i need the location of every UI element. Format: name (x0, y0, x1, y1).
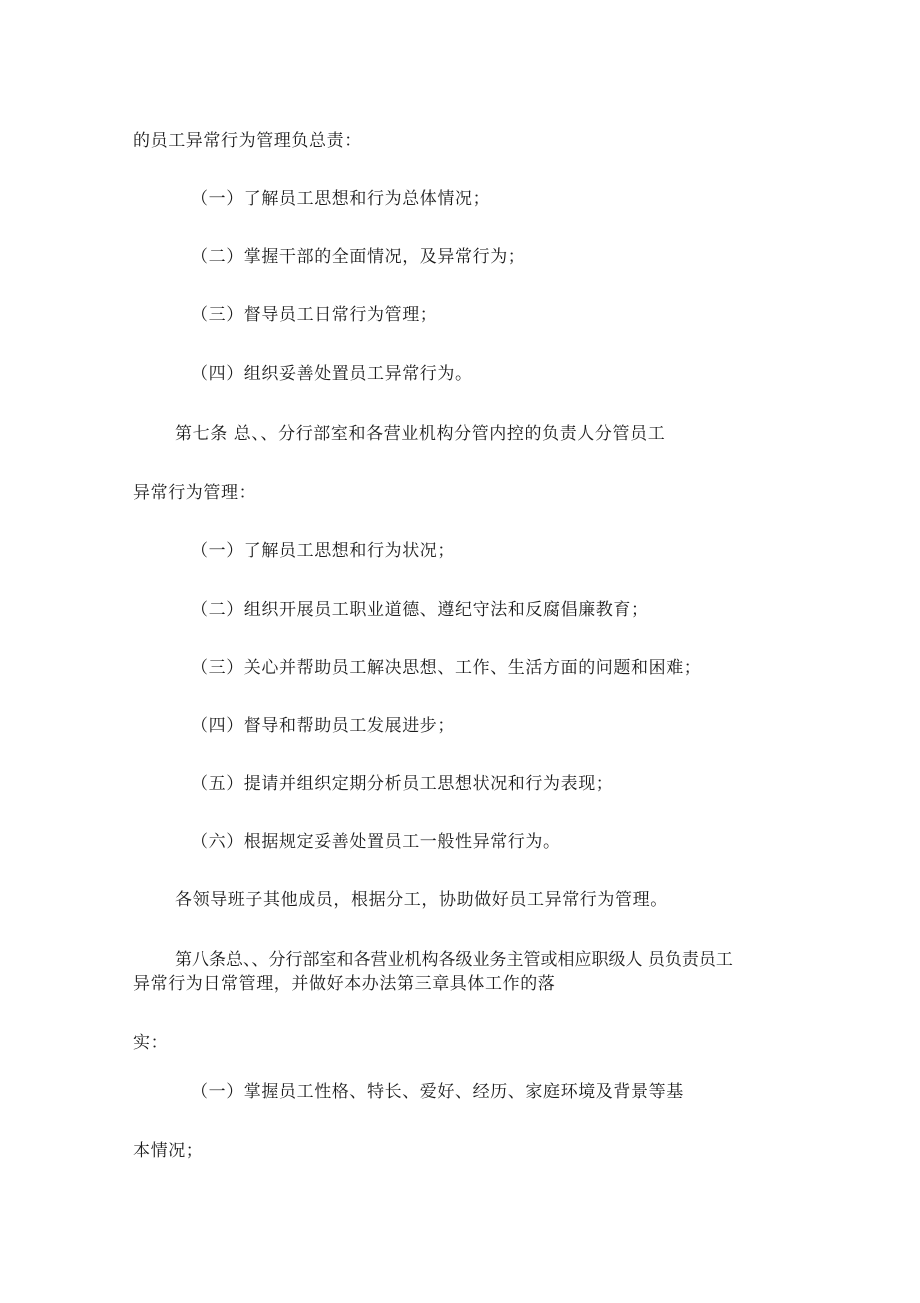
text-line: 异常行为日常管理，并做好本办法第三章具体工作的落 (133, 974, 556, 994)
text-line: 各领导班子其他成员，根据分工，协助做好员工异常行为管理。 (175, 890, 668, 910)
text-line: 的员工异常行为管理负总责： (133, 131, 362, 151)
list-item: （三）督导员工日常行为管理； (191, 305, 438, 325)
text-line: 本情况； (133, 1141, 204, 1161)
article-heading-8: 第八条总、、分行部室和各营业机构各级业务主管或相应职级人 员负责员工 (175, 950, 733, 970)
text-line: 实： (133, 1033, 169, 1053)
list-item: （三）关心并帮助员工解决思想、工作、生活方面的问题和困难； (191, 658, 702, 678)
text-line: 异常行为管理： (133, 483, 257, 503)
article-heading-7: 第七条 总、、分行部室和各营业机构分管内控的负责人分管员工 (175, 424, 666, 444)
list-item: （五）提请并组织定期分析员工思想状况和行为表现； (191, 774, 614, 794)
list-item: （一）掌握员工性格、特长、爱好、经历、家庭环境及背景等基 (191, 1082, 684, 1102)
list-item: （一）了解员工思想和行为总体情况； (191, 189, 491, 209)
list-item: （一）了解员工思想和行为状况； (191, 541, 455, 561)
list-item: （六）根据规定妥善处置员工一般性异常行为。 (191, 832, 561, 852)
list-item: （四）组织妥善处置员工异常行为。 (191, 364, 473, 384)
list-item: （二）掌握干部的全面情况，及异常行为； (191, 247, 526, 267)
list-item: （四）督导和帮助员工发展进步； (191, 716, 455, 736)
list-item: （二）组织开展员工职业道德、遵纪守法和反腐倡廉教育； (191, 600, 649, 620)
